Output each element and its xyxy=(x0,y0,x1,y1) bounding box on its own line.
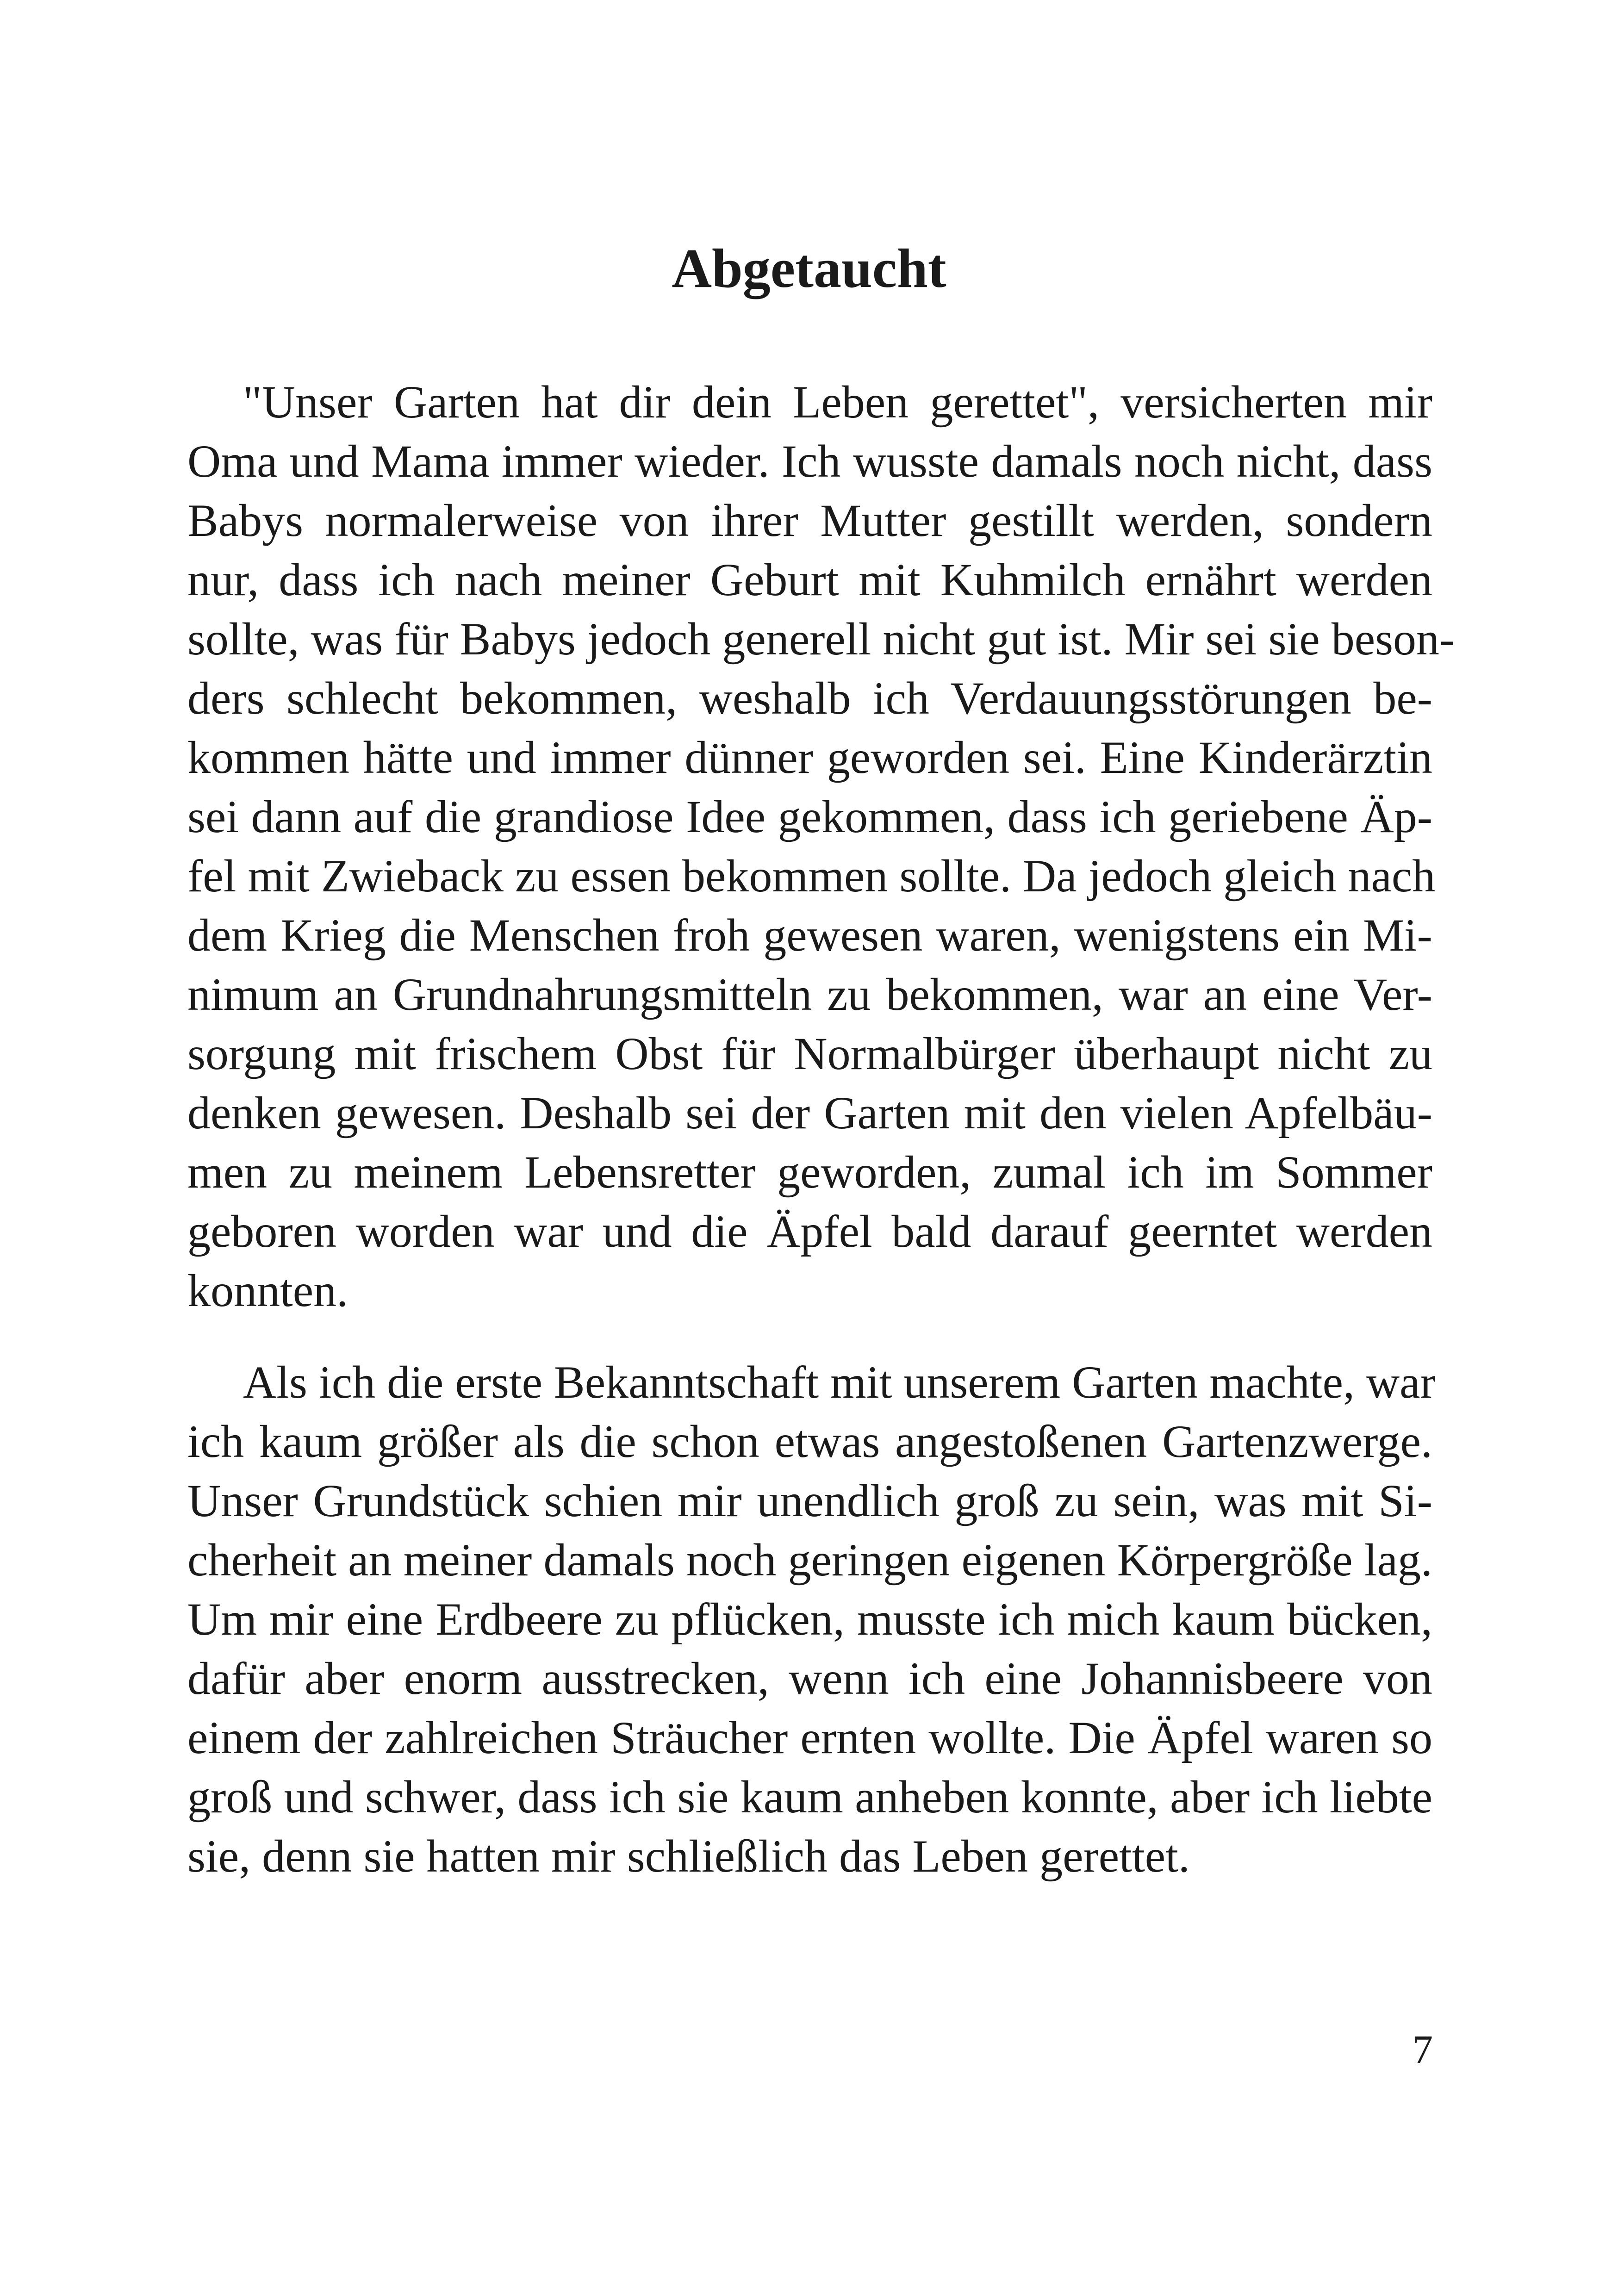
text-line: "Unser Garten hat dir dein Leben gerettet", versicherten mir xyxy=(243,376,1432,428)
paragraph xyxy=(187,373,1455,1320)
text-line: Unser Grundstück schien mir unendlich groß zu sein, was mit Si- xyxy=(187,1475,1432,1526)
text-line: geboren worden war und die Äpfel bald darauf geerntet werden xyxy=(187,1206,1432,1257)
text-line: ich kaum größer als die schon etwas angestoßenen Gartenzwerge. xyxy=(187,1416,1432,1467)
text-line: nur, dass ich nach meiner Geburt mit Kuhmilch ernährt werden xyxy=(187,554,1432,605)
page-number: 7 xyxy=(1413,2028,1433,2072)
text-line: Babys normalerweise von ihrer Mutter gestillt werden, sondern xyxy=(187,495,1432,546)
text-line: sorgung mit frischem Obst für Normalbürger überhaupt nicht zu xyxy=(187,1028,1432,1079)
text-line: Um mir eine Erdbeere zu pflücken, musste ich mich kaum bücken, xyxy=(187,1593,1432,1645)
text-line: denken gewesen. Deshalb sei der Garten mit den vielen Apfelbäu- xyxy=(187,1087,1432,1139)
paragraph xyxy=(187,1353,1436,1886)
text-line: sollte, was für Babys jedoch generell nicht gut ist. Mir sei sie beson- xyxy=(187,613,1455,665)
chapter-title: Abgetaucht xyxy=(672,237,946,299)
text-line: groß und schwer, dass ich sie kaum anheben konnte, aber ich liebte xyxy=(187,1771,1432,1823)
text-line: cherheit an meiner damals noch geringen eigenen Körpergröße lag. xyxy=(187,1534,1432,1586)
text-line: einem der zahlreichen Sträucher ernten wollte. Die Äpfel waren so xyxy=(187,1712,1432,1763)
text-line: men zu meinem Lebensretter geworden, zumal ich im Sommer xyxy=(187,1146,1432,1198)
text-line: nimum an Grundnahrungsmitteln zu bekommen, war an eine Ver- xyxy=(187,969,1432,1020)
text-line: dem Krieg die Menschen froh gewesen waren, wenigstens ein Mi- xyxy=(187,909,1432,961)
text-line: ders schlecht bekommen, weshalb ich Verdauungsstörungen be- xyxy=(187,672,1432,724)
text-line: konnten. xyxy=(187,1265,348,1316)
text-line: sei dann auf die grandiose Idee gekommen, dass ich geriebene Äp- xyxy=(187,791,1432,842)
text-line: kommen hätte und immer dünner geworden sei. Eine Kinderärztin xyxy=(187,732,1432,783)
text-line: fel mit Zwieback zu essen bekommen sollte. Da jedoch gleich nach xyxy=(187,850,1436,902)
text-line: sie, denn sie hatten mir schließlich das Leben gerettet. xyxy=(187,1830,1190,1882)
text-line: Oma und Mama immer wieder. Ich wusste damals noch nicht, dass xyxy=(187,436,1432,487)
text-line: Als ich die erste Bekanntschaft mit unserem Garten machte, war xyxy=(243,1356,1436,1408)
text-line: dafür aber enorm ausstrecken, wenn ich eine Johannisbeere von xyxy=(187,1653,1432,1704)
chapter-body xyxy=(187,373,1455,1886)
